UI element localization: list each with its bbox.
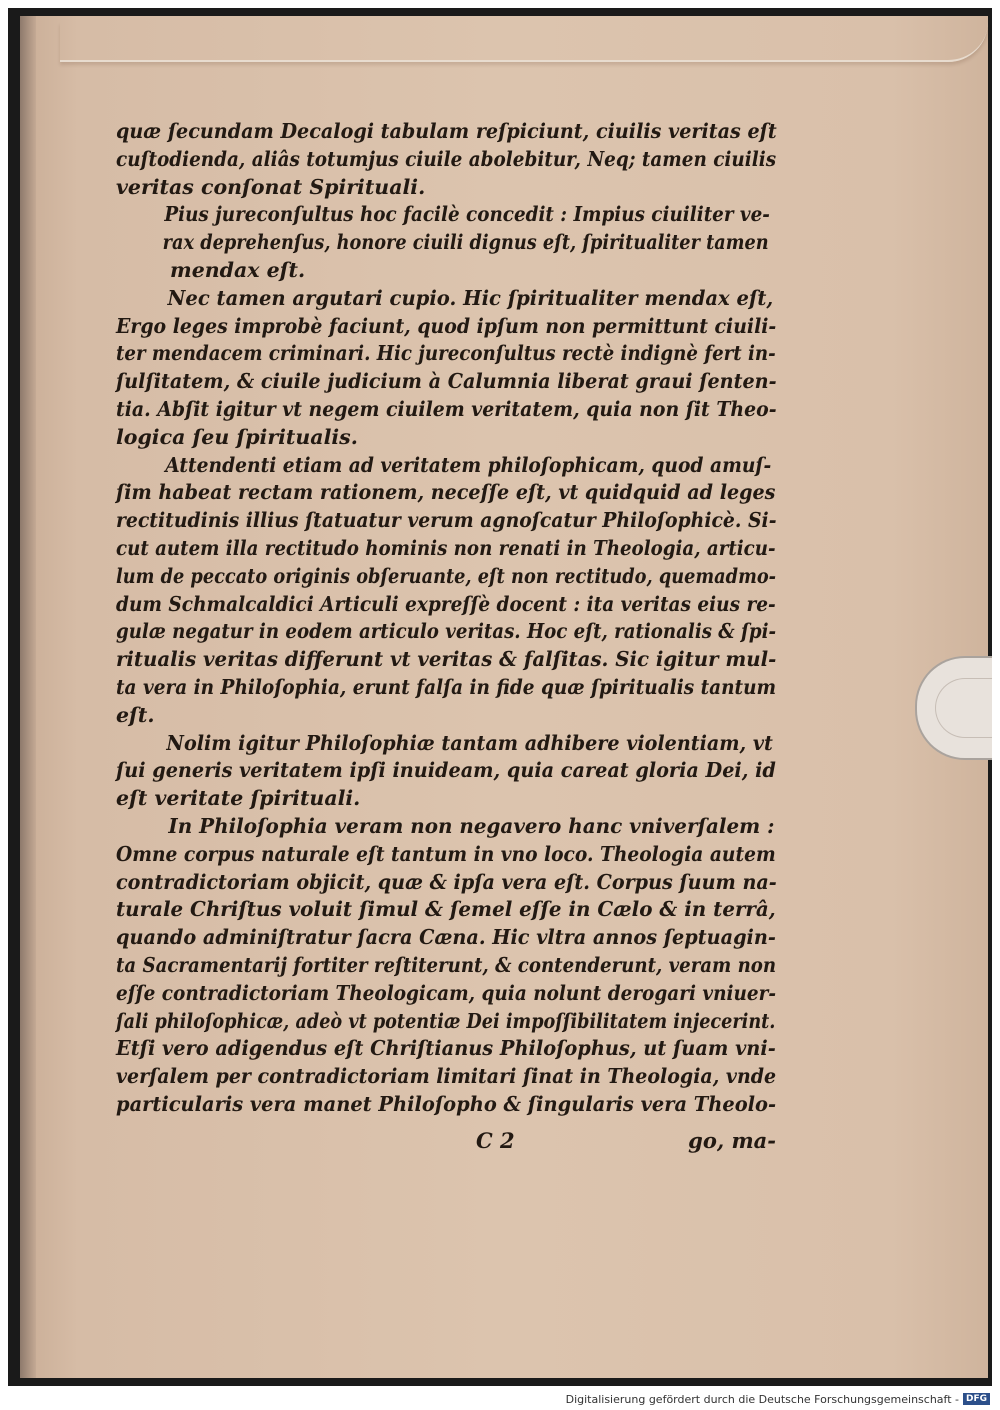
text-line: Omne corpus naturale eſt tantum in vno loco. Theologia autem xyxy=(116,841,776,866)
dfg-credit xyxy=(566,1392,990,1406)
text-line: tia. Abſit igitur vt negem ciuilem veritatem, quia non ſit Theo- xyxy=(116,396,777,421)
text-line: cuſtodienda, aliâs totumjus ciuile abolebitur, Neq; tamen ciuilis xyxy=(116,146,777,171)
text-line: ta vera in Philoſophia, erunt falſa in fide quæ ſpiritualis tantum xyxy=(116,674,777,699)
text-line: dum Schmalcaldici Articuli expreſſè docent : ita veritas eius re- xyxy=(116,591,776,616)
text-line: cut autem illa rectitudo hominis non renati in Theologia, articu- xyxy=(116,535,776,560)
text-line: ter mendacem criminari. Hic jureconſultus rectè indignè fert in- xyxy=(116,341,776,366)
text-line: Nolim igitur Philoſophiæ tantam adhibere violentiam, vt xyxy=(166,730,773,755)
text-line: In Philoſophia veram non negavero hanc vniverſalem : xyxy=(168,813,775,838)
text-line: quæ ſecundam Decalogi tabulam reſpiciunt, ciuilis veritas eſt xyxy=(116,119,777,143)
page-gutter xyxy=(20,16,36,1378)
page-text xyxy=(116,118,776,1119)
text-line: mendax eſt. xyxy=(170,257,306,282)
text-line: quando adminiſtratur ſacra Cæna. Hic vltra annos ſeptuagin- xyxy=(116,925,776,950)
credit-text: Digitalisierung gefördert durch die Deutsche Forschungsgemeinschaft - xyxy=(565,1392,959,1406)
text-line: Ergo leges improbè faciunt, quod ipſum non permittunt ciuili- xyxy=(116,313,777,338)
text-line: eſſe contradictoriam Theologicam, quia nolunt derogari vniuer- xyxy=(116,980,777,1005)
text-line: Nec tamen argutari cupio. Hic ſpiritualiter mendax eſt, xyxy=(167,285,774,310)
text-line: gulæ negatur in eodem articulo veritas. Hoc eſt, rationalis & ſpi- xyxy=(116,619,777,644)
page-fold xyxy=(60,22,988,62)
text-line: eſt. xyxy=(116,702,155,727)
text-line: ſui generis veritatem ipſi inuideam, quia careat gloria Dei, id xyxy=(116,758,776,783)
dfg-logo-icon: DFG xyxy=(963,1393,990,1405)
text-line: contradictoriam objicit, quæ & ipſa vera eſt. Corpus ſuum na- xyxy=(116,869,777,894)
scan-frame xyxy=(8,8,992,1386)
text-line: Pius jureconſultus hoc facilè concedit : Impius ciuiliter ve- xyxy=(164,202,770,227)
text-line: eſt veritate ſpirituali. xyxy=(116,786,361,811)
text-line: lum de peccato originis obſeruante, eſt non rectitudo, quemadmo- xyxy=(116,563,777,588)
text-line: particularis vera manet Philoſopho & ſingularis vera Theolo- xyxy=(116,1091,777,1116)
page-footer xyxy=(120,1128,776,1158)
text-line: Attendenti etiam ad veritatem philoſophicam, quod amuſ- xyxy=(165,452,772,477)
text-line: turale Chriſtus voluit ſimul & ſemel eſſe in Cælo & in terrâ, xyxy=(116,897,776,922)
text-line: rectitudinis illius ſtatuatur verum agnoſcatur Philoſophicè. Si- xyxy=(116,508,777,533)
text-line: Etſi vero adigendus eſt Chriſtianus Philoſophus, ut ſuam vni- xyxy=(116,1036,776,1061)
text-line: verſalem per contradictoriam limitari ſinat in Theologia, vnde xyxy=(116,1064,777,1089)
text-line: ſulſitatem, & ciuile judicium à Calumnia liberat graui ſenten- xyxy=(116,369,777,394)
text-line: ſim habeat rectam rationem, neceſſe eſt, vt quidquid ad leges xyxy=(116,480,776,505)
signature-mark: C 2 xyxy=(476,1128,515,1153)
text-line: logica ſeu ſpiritualis. xyxy=(116,424,358,449)
page-clip xyxy=(915,656,992,760)
text-line: ritualis veritas differunt vt veritas & falſitas. Sic igitur mul- xyxy=(116,647,777,672)
text-line: ſali philoſophicæ, adeò vt potentiæ Dei impoſſibilitatem injecerint. xyxy=(116,1008,776,1033)
text-line: ta Sacramentarij fortiter reſtiterunt, & contenderunt, veram non xyxy=(116,952,777,977)
text-line: rax deprehenſus, honore ciuili dignus eſt, ſpiritualiter tamen xyxy=(162,230,769,255)
catchword: go, ma- xyxy=(688,1128,776,1153)
text-line: veritas conſonat Spirituali. xyxy=(116,174,426,199)
